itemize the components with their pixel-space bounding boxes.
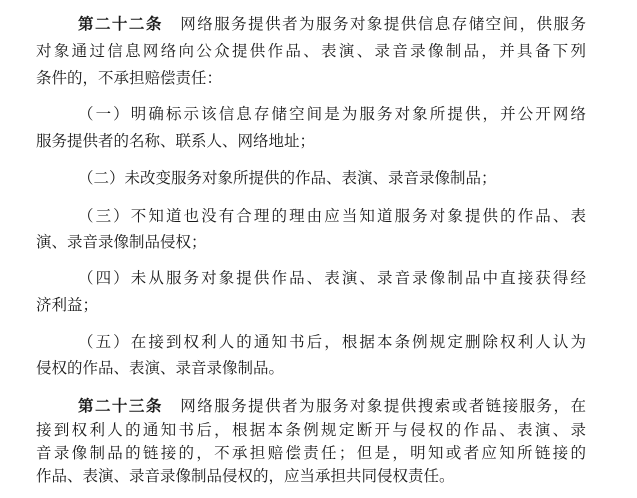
article-22-item-5-line-1: （五）在接到权利人的通知书后，根据本条例规定删除权利人认为 bbox=[78, 333, 586, 351]
article-22-item-4-line-2: 济利益； bbox=[36, 296, 99, 314]
article-22-text-line-1: 网络服务提供者为服务对象提供信息存储空间，供服务 bbox=[178, 15, 586, 33]
article-22-text-line-3: 条件的，不承担赔偿责任： bbox=[36, 69, 223, 87]
article-22-item-3-line-2: 演、录音录像制品侵权； bbox=[36, 233, 207, 251]
article-22-heading: 第二十二条 bbox=[78, 14, 163, 33]
article-22-item-1-line-1: （一）明确标示该信息存储空间是为服务对象所提供，并公开网络 bbox=[78, 105, 586, 123]
article-23-heading: 第二十三条 bbox=[78, 396, 163, 415]
article-22-item-2-line-1: （二）未改变服务对象所提供的作品、表演、录音录像制品； bbox=[78, 169, 497, 187]
article-23-text-line-2: 接到权利人的通知书后，根据本条例规定断开与侵权的作品、表演、录 bbox=[36, 421, 586, 439]
article-22-item-4-line-1: （四）未从服务对象提供作品、表演、录音录像制品中直接获得经 bbox=[78, 269, 586, 287]
article-23-text-line-4: 作品、表演、录音录像制品侵权的，应当承担共同侵权责任。 bbox=[36, 467, 455, 485]
article-22-item-3-line-1: （三）不知道也没有合理的理由应当知道服务对象提供的作品、表 bbox=[78, 207, 586, 225]
article-23-text-line-3: 音录像制品的链接的，不承担赔偿责任；但是，明知或者应知所链接的 bbox=[36, 444, 586, 462]
article-22-first-line bbox=[78, 14, 586, 36]
article-22-text-line-2: 对象通过信息网络向公众提供作品、表演、录音录像制品，并具备下列 bbox=[36, 42, 586, 60]
article-22-item-1-line-2: 服务提供者的名称、联系人、网络地址； bbox=[36, 132, 316, 150]
article-23-first-line bbox=[78, 396, 586, 418]
article-23-text-line-1: 网络服务提供者为服务对象提供搜索或者链接服务，在 bbox=[178, 397, 586, 415]
article-22-item-5-line-2: 侵权的作品、表演、录音录像制品。 bbox=[36, 359, 285, 377]
